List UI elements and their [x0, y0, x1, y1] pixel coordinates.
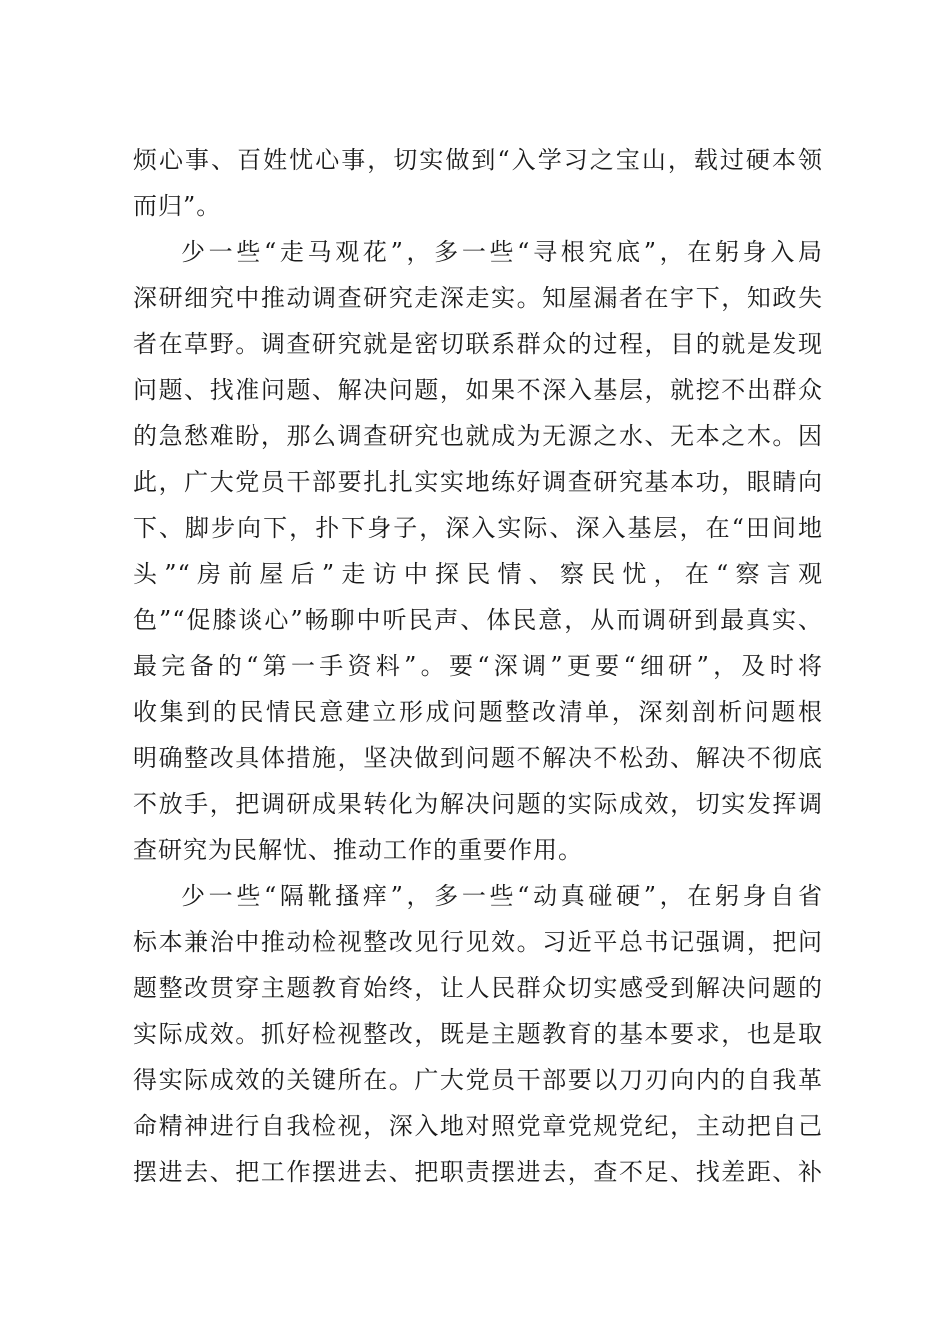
text-line: 收集到的民情民意建立形成问题整改清单，深刻剖析问题根 — [133, 698, 823, 726]
document-page — [133, 137, 823, 1195]
text-line: 的急愁难盼，那么调查研究也就成为无源之水、无本之木。因 — [133, 422, 823, 450]
text-line: 少一些“走马观花”，多一些“寻根究底”，在躬身入局 — [181, 238, 823, 266]
text-line: 题整改贯穿主题教育始终，让人民群众切实感受到解决问题的 — [133, 974, 823, 1002]
text-line: 问题、找准问题、解决问题，如果不深入基层，就挖不出群众 — [133, 376, 823, 404]
text-line: 标本兼治中推动检视整改见行见效。习近平总书记强调，把问 — [133, 928, 823, 956]
text-line: 烦心事、百姓忧心事，切实做到“入学习之宝山，载过硬本领 — [133, 146, 823, 174]
text-line: 得实际成效的关键所在。广大党员干部要以刀刃向内的自我革 — [133, 1066, 823, 1094]
text-line: 深研细究中推动调查研究走深走实。知屋漏者在宇下，知政失 — [133, 284, 823, 312]
text-line: 实际成效。抓好检视整改，既是主题教育的基本要求，也是取 — [133, 1020, 823, 1048]
text-line: 色”“促膝谈心”畅聊中听民声、体民意，从而调研到最真实、 — [133, 606, 823, 634]
text-line: 摆进去、把工作摆进去、把职责摆进去，查不足、找差距、补 — [133, 1158, 823, 1186]
text-line: 少一些“隔靴搔痒”，多一些“动真碰硬”，在躬身自省 — [181, 882, 823, 910]
text-line: 查研究为民解忧、推动工作的重要作用。 — [133, 836, 583, 864]
text-line: 命精神进行自我检视，深入地对照党章党规党纪，主动把自己 — [133, 1112, 823, 1140]
text-line: 不放手，把调研成果转化为解决问题的实际成效，切实发挥调 — [133, 790, 823, 818]
text-line: 者在草野。调查研究就是密切联系群众的过程，目的就是发现 — [133, 330, 823, 358]
text-line: 明确整改具体措施，坚决做到问题不解决不松劲、解决不彻底 — [133, 744, 823, 772]
text-line: 最完备的“第一手资料”。要“深调”更要“细研”，及时将 — [133, 652, 823, 680]
text-line: 此，广大党员干部要扎扎实实地练好调查研究基本功，眼睛向 — [133, 468, 823, 496]
text-line: 头”“房前屋后”走访中探民情、察民忧，在“察言观 — [133, 560, 823, 588]
text-line: 而归”。 — [133, 192, 222, 220]
text-line: 下、脚步向下，扑下身子，深入实际、深入基层，在“田间地 — [133, 514, 823, 542]
